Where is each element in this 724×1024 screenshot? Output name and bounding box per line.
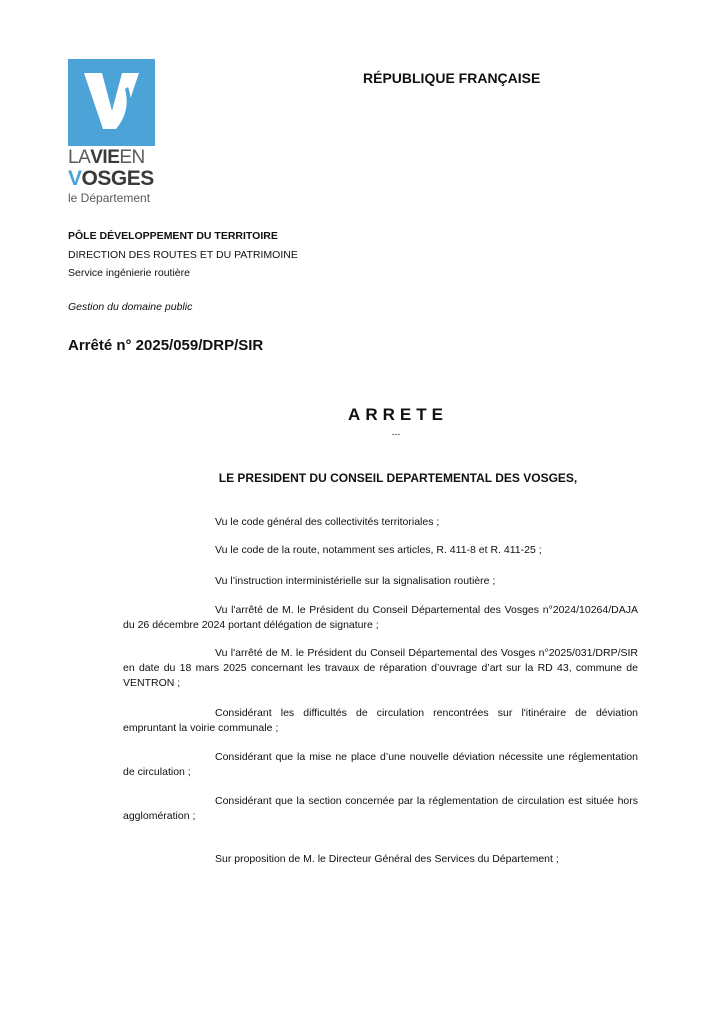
- gestion-label: Gestion du domaine public: [68, 301, 193, 313]
- considerant-paragraph: Considérant que la section concernée par la réglementation de circulation est située hors agglomération ;: [123, 795, 638, 822]
- considerant-paragraph: Considérant que la mise ne place d’une nouvelle déviation nécessite une réglementation de circulation ;: [123, 751, 638, 778]
- considerant-paragraph: Considérant les difficultés de circulation rencontrées sur l'itinéraire de déviation empruntant la voirie communale ;: [123, 707, 638, 734]
- proposition-paragraph: Sur proposition de M. le Directeur Général des Services du Département ;: [215, 853, 559, 865]
- visa-paragraph: Vu le code général des collectivités territoriales ;: [215, 516, 440, 528]
- visa-paragraph: Vu l’instruction interministérielle sur la signalisation routière ;: [215, 575, 496, 587]
- document-title: ARRETE: [348, 405, 448, 424]
- logo-text-vosges: VOSGES: [68, 167, 154, 190]
- logo-v-emblem: [68, 59, 155, 146]
- department-logo: [68, 59, 156, 209]
- republique-francaise-heading: RÉPUBLIQUE FRANÇAISE: [363, 70, 541, 86]
- direction-label: DIRECTION DES ROUTES ET DU PATRIMOINE: [68, 249, 298, 261]
- title-separator: ---: [391, 429, 401, 439]
- president-heading: LE PRESIDENT DU CONSEIL DEPARTEMENTAL DES VOSGES,: [218, 471, 578, 485]
- visa-paragraph: Vu l'arrêté de M. le Président du Conseil Départemental des Vosges n°2024/10264/DAJA du 26 décembre 2024 portant délégation de signature ;: [123, 604, 638, 631]
- arrete-number: Arrêté n° 2025/059/DRP/SIR: [68, 337, 264, 354]
- service-label: Service ingénierie routière: [68, 267, 190, 279]
- visa-paragraph: Vu le code de la route, notamment ses articles, R. 411-8 et R. 411-25 ;: [215, 544, 542, 556]
- logo-text-la-vie-en: LAVIEEN: [68, 147, 145, 168]
- pole-label: PÔLE DÉVELOPPEMENT DU TERRITOIRE: [68, 230, 278, 242]
- logo-text-le-departement: le Département: [68, 191, 151, 205]
- visa-paragraph: Vu l'arrêté de M. le Président du Conseil Départemental des Vosges n°2025/031/DRP/SIR en date du 18 mars 2025 concernant les travaux de réparation d’ouvrage d’art sur la RD 43, commune de VENTRON ;: [123, 647, 638, 689]
